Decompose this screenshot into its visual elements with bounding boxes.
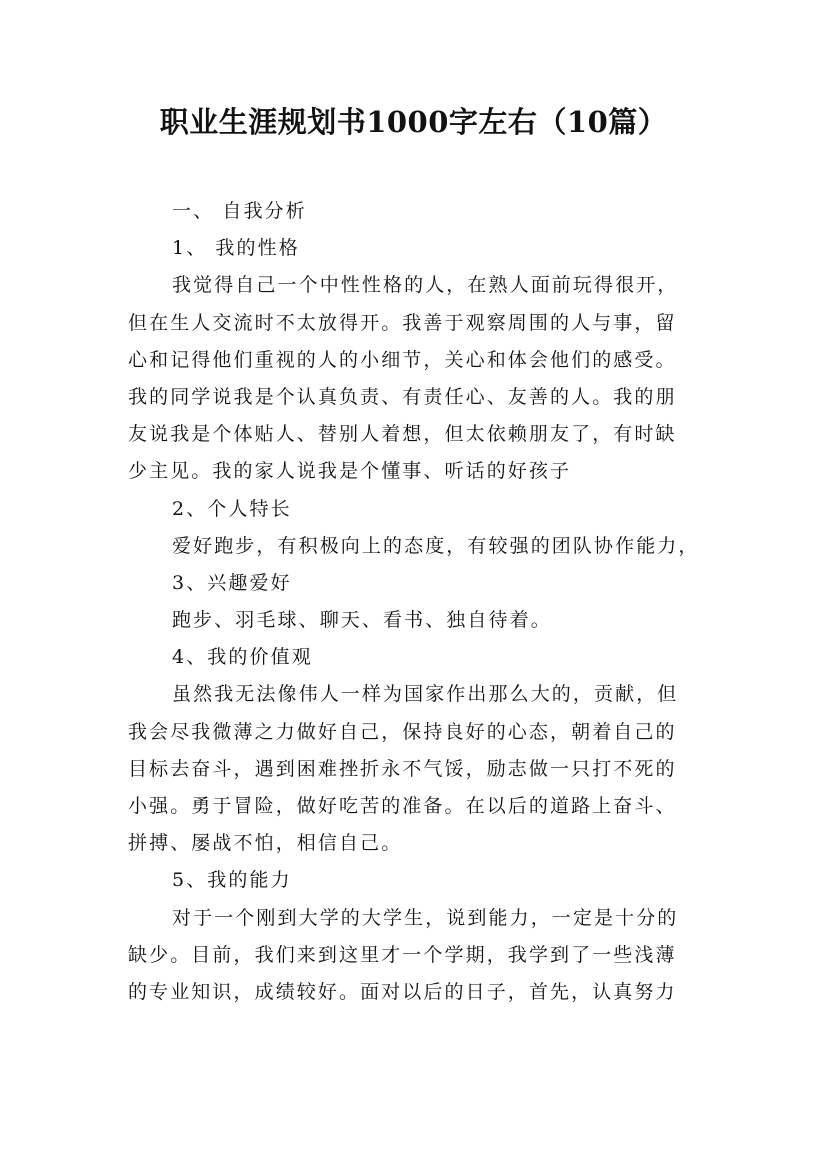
paragraph-line: 友说我是个体贴人、替别人着想，但太依赖朋友了，有时缺 [128, 423, 677, 446]
paragraph-line: 心和记得他们重视的人的小细节，关心和体会他们的感受。 [128, 348, 677, 371]
subsection-heading: 1、 我的性格 [172, 237, 300, 260]
subsection-heading: 3、兴趣爱好 [172, 571, 292, 594]
paragraph-line: 但在生人交流时不太放得开。我善于观察周围的人与事，留 [128, 311, 677, 334]
paragraph-line: 虽然我无法像伟人一样为国家作出那么大的，贡献，但 [172, 683, 679, 706]
subsection-heading: 4、我的价值观 [172, 646, 313, 669]
paragraph-line: 拼搏、屡战不怕，相信自己。 [128, 832, 403, 855]
paragraph-line: 目标去奋斗，遇到困难挫折永不气馁，励志做一只打不死的 [128, 757, 677, 780]
paragraph-line: 我会尽我微薄之力做好自己，保持良好的心态，朝着自己的 [128, 720, 677, 743]
document-title: 职业生涯规划书1000字左右（10篇） [159, 105, 668, 139]
paragraph-line: 爱好跑步，有积极向上的态度，有较强的团队协作能力， [172, 534, 700, 557]
section-heading: 一、 自我分析 [172, 200, 307, 222]
document-body [128, 193, 718, 1011]
paragraph-line: 小强。勇于冒险，做好吃苦的准备。在以后的道路上奋斗、 [128, 795, 677, 817]
paragraph-line: 的专业知识，成绩较好。面对以后的日子，首先，认真努力 [128, 980, 677, 1003]
subsection-heading: 5、我的能力 [172, 869, 292, 892]
paragraph-line: 对于一个刚到大学的大学生，说到能力，一定是十分的 [172, 906, 679, 929]
subsection-heading: 2、个人特长 [172, 497, 292, 520]
paragraph-line: 少主见。我的家人说我是个懂事、听话的好孩子 [128, 460, 572, 483]
paragraph-line: 我的同学说我是个认真负责、有责任心、友善的人。我的朋 [128, 385, 677, 408]
paragraph-line: 跑步、羽毛球、聊天、看书、独自待着。 [172, 609, 552, 632]
paragraph-line: 我觉得自己一个中性性格的人，在熟人面前玩得很开， [172, 274, 679, 297]
paragraph-line: 缺少。目前，我们来到这里才一个学期，我学到了一些浅薄 [128, 943, 677, 966]
